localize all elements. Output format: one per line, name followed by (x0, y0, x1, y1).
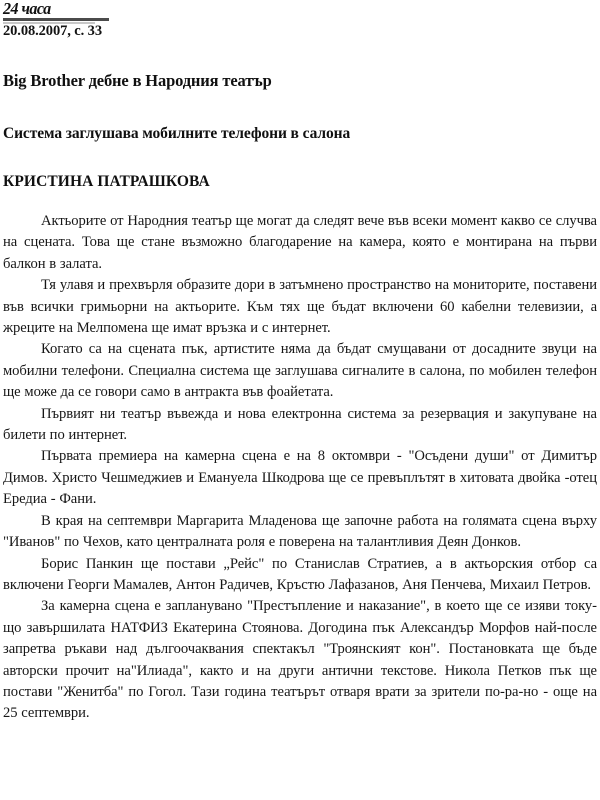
article-subheadline: Система заглушава мобилните телефони в салона (3, 124, 351, 142)
article-paragraph: Първата премиера на камерна сцена е на 8 октомври - "Осъдени души" от Димитър Димов. Христо Чешмеджиев и Емануела Шкодрова ще се превъплътят в хитовата двойка -отец Ередиа - Фани. (3, 448, 597, 508)
article-paragraph: Борис Панкин ще постави „Рейс" по Станислав Стратиев, а в актьорския отбор са включени Георги Мамалев, Антон Радичев, Кръстю Лафазанов, Аня Пенчева, Михаил Петров. (3, 555, 597, 593)
publication-logo-text: 24 часа (3, 0, 51, 18)
article-byline: КРИСТИНА ПАТРАШКОВА (3, 173, 210, 190)
article-headline: Big Brother дебне в Народния театър (3, 71, 272, 91)
article-paragraph: Когато са на сцената пък, артистите няма да бъдат смущавани от досадните звуци на мобилни телефони. Специална система ще заглушава сигналите в салона, по мобилен телефон ще може да се говори само в антракта във фоайетата. (3, 341, 597, 401)
logo-underline-bar (3, 18, 109, 21)
article-body (3, 211, 597, 725)
article-paragraph: В края на септември Маргарита Младенова ще започне работа на голямата сцена върху "Иванов" по Чехов, като централната роля е поверена на талантливия Деян Донков. (3, 512, 597, 551)
article-paragraph: За камерна сцена е запланувано "Престъпление и наказание", в което ще се изяви току-що завършилата НАТФИЗ Екатерина Стоянова. Догодина пък Александър Морфов най-после запретва ръкави над дългоочаквания спектакъл "Троянският кон". Постановката ще бъде авторски прочит на"Илиада", както и на други антични текстове. Никола Петков пък ще постави "Женитба" по Гогол. Тази година театърът отваря врати за зрители по-ра-но - още на 25 септември. (3, 598, 597, 722)
issue-date-page: 20.08.2007, с. 33 (3, 23, 102, 39)
article-paragraph: Тя улавя и прехвърля образите дори в затъмнено пространство на мониторите, поставени във всички гримьорни на актьорите. Към тях ще бъдат включени 60 кабелни телевизии, а жреците на Мелпомена ще имат връзка и с интернет. (3, 277, 597, 337)
article-paragraph: Първият ни театър въвежда и нова електронна система за резервация и закупуване на билети по интернет. (3, 405, 597, 444)
article-paragraph: Актьорите от Народния театър ще могат да следят вече във всеки момент какво се случва на сцената. Това ще стане възможно благодарение на камера, която е монтирана на първи балкон в залата. (3, 213, 597, 272)
